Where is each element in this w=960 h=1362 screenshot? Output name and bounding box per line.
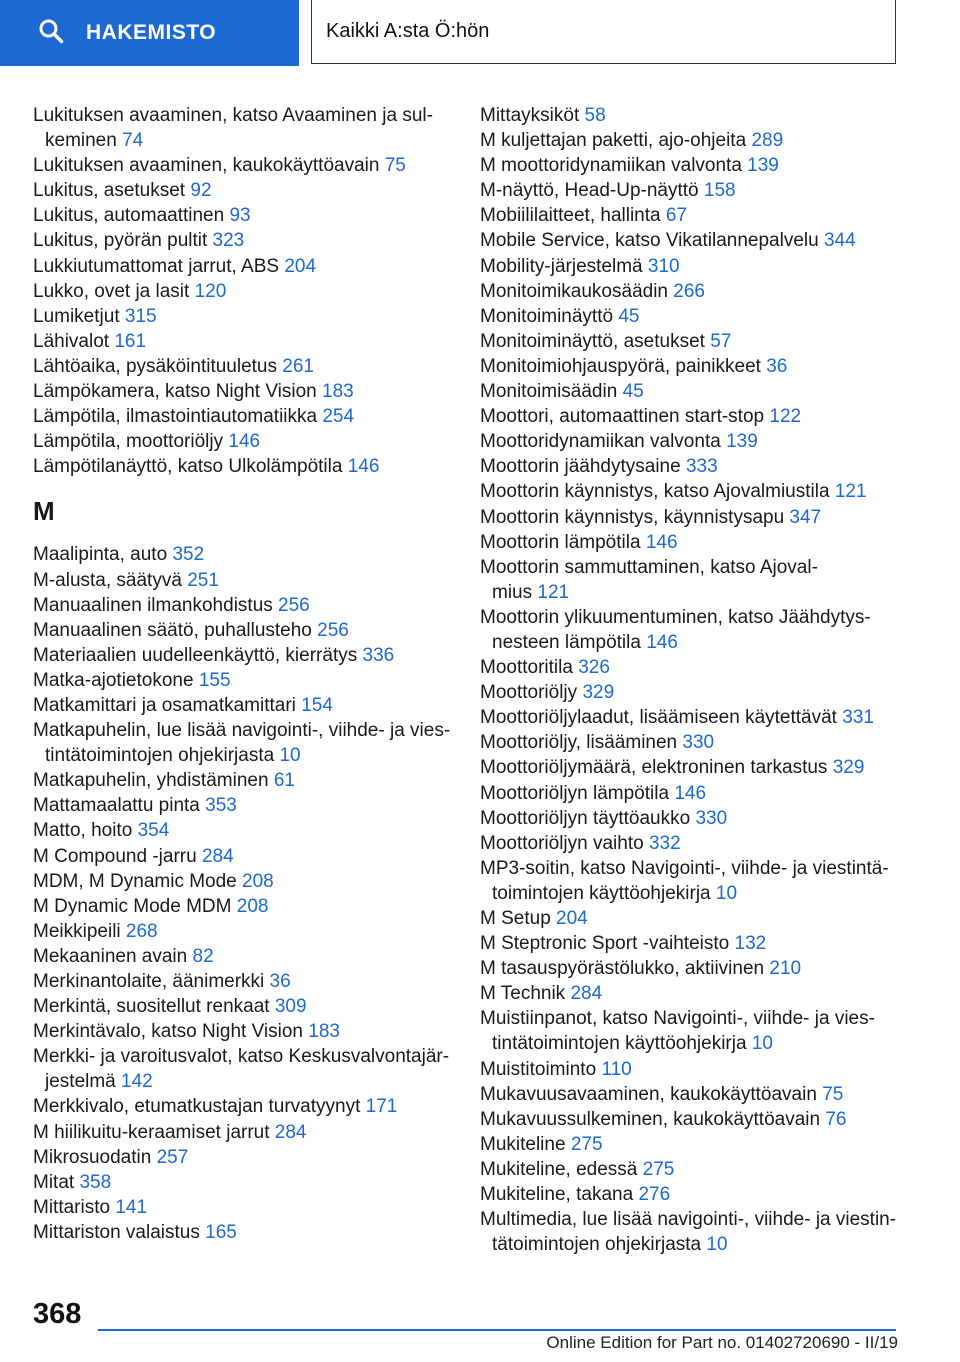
- index-entry: [480, 956, 900, 981]
- page-link[interactable]: 92: [190, 180, 212, 202]
- index-entry-text: Materiaalien uudelleenkäyttö, kierrätys: [33, 644, 358, 666]
- page-link[interactable]: 75: [822, 1083, 844, 1105]
- index-entry-text: Moottoriöljyn vaihto: [480, 832, 644, 854]
- index-entry: [480, 228, 900, 253]
- page-link[interactable]: 275: [642, 1158, 675, 1180]
- page-link[interactable]: 36: [766, 355, 788, 377]
- index-entry-text: M Technik: [480, 983, 566, 1005]
- index-entry: [480, 1057, 900, 1082]
- page-link[interactable]: 110: [601, 1058, 632, 1080]
- page-link[interactable]: 323: [212, 230, 245, 252]
- page-link[interactable]: 331: [842, 707, 874, 729]
- page-link[interactable]: 210: [769, 958, 802, 980]
- index-entry-text: Lukkiutumattomat jarrut, ABS: [33, 255, 280, 277]
- index-entry: [33, 844, 453, 869]
- index-entry: [33, 454, 453, 479]
- page-link[interactable]: 146: [645, 531, 678, 553]
- page-link[interactable]: 204: [556, 908, 588, 929]
- index-entry: [33, 869, 453, 894]
- page-link[interactable]: 36: [269, 971, 291, 992]
- index-entry-text: Multimedia, lue lisää navigointi-, viihde- ja viestin-: [480, 1209, 897, 1231]
- index-entry: [480, 178, 900, 203]
- index-entry-text: Lukituksen avaaminen, kaukokäyttöavain: [33, 155, 380, 177]
- index-entry-text: Merkkivalo, etumatkustajan turvatyynyt: [33, 1096, 361, 1118]
- index-entry: [33, 768, 453, 793]
- index-entry-text: Matka-ajotietokone: [33, 669, 194, 691]
- index-entry: [33, 894, 453, 919]
- index-entry: [33, 329, 453, 354]
- index-entry-text: Matkapuhelin, lue lisää navigointi-, viihde- ja vies-: [33, 720, 451, 742]
- page-link[interactable]: 61: [273, 770, 295, 792]
- page-link[interactable]: 165: [205, 1221, 237, 1243]
- page-link[interactable]: 268: [125, 920, 158, 942]
- index-entry: [480, 981, 900, 1006]
- index-entry-text: Lämpötila, ilmastointiautomatiikka: [33, 406, 318, 428]
- index-column-right: [480, 103, 900, 1257]
- page-number: 368: [33, 1298, 82, 1330]
- page-link[interactable]: 256: [317, 619, 349, 641]
- index-entry: [480, 254, 900, 279]
- index-entry-continuation: mius: [492, 581, 533, 603]
- index-entry-text: Moottorin käynnistys, katso Ajovalmiustila: [480, 481, 830, 503]
- index-entry: [480, 755, 900, 780]
- index-entry: [480, 279, 900, 304]
- page-link[interactable]: 154: [301, 694, 333, 716]
- page-link[interactable]: 10: [751, 1033, 773, 1055]
- page-link[interactable]: 208: [236, 895, 269, 917]
- page-link[interactable]: 344: [823, 230, 856, 252]
- index-entry-text: Mukavuusavaaminen, kaukokäyttöavain: [480, 1083, 817, 1105]
- index-entry: [480, 906, 900, 931]
- index-entry: [480, 705, 900, 730]
- page-link[interactable]: 309: [274, 996, 307, 1018]
- index-entry-text: Mattamaalattu pinta: [33, 795, 200, 817]
- index-entry-text: Meikkipeili: [33, 920, 121, 942]
- page-link[interactable]: 121: [834, 481, 867, 503]
- index-entry-text: Mittaristo: [33, 1196, 111, 1218]
- page-link[interactable]: 208: [242, 870, 274, 892]
- top-bar: [0, 0, 960, 66]
- index-entry-text: M Dynamic Mode MDM: [33, 895, 232, 917]
- index-entry: [480, 655, 900, 680]
- page-link[interactable]: 142: [121, 1071, 153, 1093]
- index-entry: [480, 1157, 900, 1182]
- index-entry: [33, 542, 453, 567]
- index-entry: [33, 693, 453, 718]
- page-link[interactable]: 67: [665, 205, 688, 227]
- index-entry: [480, 1006, 900, 1056]
- page-link[interactable]: 332: [648, 832, 681, 854]
- index-entry: [33, 429, 453, 454]
- index-entry: [33, 354, 453, 379]
- page-link[interactable]: 284: [570, 983, 603, 1005]
- index-column-left: [33, 103, 453, 1245]
- index-entry: [33, 944, 453, 969]
- index-entry: [480, 479, 900, 504]
- page-link[interactable]: 183: [322, 381, 354, 403]
- index-entry-text: Merkintävalo, katso Night Vision: [33, 1021, 303, 1043]
- page-link[interactable]: 161: [114, 330, 147, 352]
- index-entry-text: Merkintä, suositellut renkaat: [33, 996, 270, 1018]
- index-entry-text: Merkinantolaite, äänimerkki: [33, 971, 265, 992]
- page-link[interactable]: 257: [156, 1146, 189, 1168]
- index-entry: [480, 856, 900, 906]
- index-entry: [480, 1107, 900, 1132]
- index-entry: [33, 969, 453, 994]
- index-entry-continuation: nesteen lämpötila: [492, 631, 641, 653]
- index-entry-text: Mikrosuodatin: [33, 1146, 152, 1168]
- page-link[interactable]: 155: [198, 669, 231, 691]
- index-entry-text: M Compound -jarru: [33, 845, 197, 867]
- page-link[interactable]: 251: [187, 569, 219, 591]
- index-entry: [480, 1082, 900, 1107]
- index-entry-text: M Setup: [480, 908, 551, 929]
- index-entry-text: Lukko, ovet ja lasit: [33, 280, 190, 302]
- index-entry-text: Moottorin sammuttaminen, katso Ajoval-: [480, 556, 818, 578]
- index-entry: [480, 128, 900, 153]
- index-entry-text: Mobility-järjestelmä: [480, 255, 643, 277]
- page-link[interactable]: 139: [747, 155, 779, 177]
- index-entry-text: MP3-soitin, katso Navigointi-, viihde- ja viestintä-: [480, 857, 889, 879]
- index-entry: [33, 1094, 453, 1119]
- index-entry: [480, 680, 900, 705]
- index-entry-text: Monitoimikaukosäädin: [480, 280, 668, 302]
- index-entry: [33, 919, 453, 944]
- index-entry-text: Lämpötilanäyttö, katso Ulkolämpötila: [33, 456, 343, 478]
- index-entry: [33, 793, 453, 818]
- index-entry: [33, 818, 453, 843]
- index-entry-continuation: keminen: [45, 130, 117, 152]
- index-entry: [33, 1220, 453, 1245]
- index-entry-text: Moottorin käynnistys, käynnistysapu: [480, 506, 785, 528]
- index-entry: [33, 1120, 453, 1145]
- index-entry: [480, 203, 900, 228]
- index-entry: [33, 379, 453, 404]
- index-entry-text: Lumiketjut: [33, 305, 120, 327]
- index-entry: [480, 153, 900, 178]
- index-entry: [480, 1182, 900, 1207]
- index-entry-text: Matkapuhelin, yhdistäminen: [33, 770, 269, 792]
- index-entry-text: Lämpökamera, katso Night Vision: [33, 381, 317, 403]
- index-entry: [33, 279, 453, 304]
- index-entry-text: Mukiteline, takana: [480, 1184, 634, 1206]
- index-entry-text: Moottoriöljy, lisääminen: [480, 732, 678, 754]
- index-entry-text: Matto, hoito: [33, 820, 133, 842]
- index-entry-continuation: jestelmä: [45, 1071, 116, 1093]
- index-entry: [480, 304, 900, 329]
- index-entry-text: Monitoiminäyttö, asetukset: [480, 330, 705, 352]
- search-button-label: HAKEMISTO: [86, 21, 217, 44]
- index-entry-text: Monitoimisäädin: [480, 381, 618, 403]
- index-entry: [33, 568, 453, 593]
- page-link[interactable]: 10: [706, 1234, 728, 1256]
- page-link[interactable]: 10: [715, 882, 738, 904]
- page-link[interactable]: 146: [646, 631, 678, 653]
- page-link[interactable]: 183: [308, 1021, 340, 1043]
- index-entry: [33, 1145, 453, 1170]
- index-entry: [33, 1195, 453, 1220]
- index-entry-text: Monitoimiohjauspyörä, painikkeet: [480, 355, 761, 377]
- index-entry: [33, 404, 453, 429]
- index-entry: [480, 1132, 900, 1157]
- index-entry-text: Mukiteline: [480, 1133, 566, 1155]
- page-link[interactable]: 82: [192, 945, 214, 967]
- index-entry-text: Lukitus, pyörän pultit: [33, 230, 208, 252]
- index-entry-text: Moottorin ylikuumentuminen, katso Jäähdytys-: [480, 606, 871, 628]
- index-entry-text: Mukavuussulkeminen, kaukokäyttöavain: [480, 1108, 821, 1130]
- page-link[interactable]: 336: [362, 644, 395, 666]
- page-link[interactable]: 310: [647, 255, 680, 277]
- index-entry: [33, 1170, 453, 1195]
- index-entry: [33, 228, 453, 253]
- page-link[interactable]: 276: [638, 1184, 671, 1206]
- index-entry-text: Manuaalinen ilmankohdistus: [33, 594, 273, 616]
- index-entry: [33, 668, 453, 693]
- index-entry-text: Mobile Service, katso Vikatilannepalvelu: [480, 230, 819, 252]
- page-link[interactable]: 358: [79, 1171, 112, 1193]
- index-entry-text: Moottorin jäähdytysaine: [480, 456, 681, 478]
- index-entry: [480, 831, 900, 856]
- page-link[interactable]: 146: [347, 456, 380, 478]
- index-entry-text: M moottoridynamiikan valvonta: [480, 155, 742, 177]
- edition-footer: Online Edition for Part no. 01402720690 - II/19: [546, 1333, 898, 1352]
- index-entry: [480, 329, 900, 354]
- index-entry: [480, 103, 900, 128]
- page-link[interactable]: 10: [279, 745, 301, 767]
- index-entry: [33, 618, 453, 643]
- index-entry-text: Monitoiminäyttö: [480, 305, 614, 327]
- page-link[interactable]: 347: [789, 506, 822, 528]
- page-link[interactable]: 146: [674, 782, 707, 804]
- index-entry-text: Lähtöaika, pysäköintituuletus: [33, 355, 277, 377]
- page-link[interactable]: 352: [172, 544, 205, 566]
- index-entry: [480, 454, 900, 479]
- index-entry-text: Moottoriöljy: [480, 682, 578, 704]
- index-entry: [480, 806, 900, 831]
- page-link[interactable]: 45: [622, 381, 644, 403]
- index-entry: [480, 931, 900, 956]
- page-link[interactable]: 333: [685, 456, 718, 478]
- page-link[interactable]: 74: [122, 130, 144, 152]
- index-entry-text: Moottori, automaattinen start-stop: [480, 406, 765, 428]
- page-link[interactable]: 45: [618, 305, 640, 327]
- index-entry: [33, 593, 453, 618]
- index-entry: [33, 1044, 453, 1094]
- page-link[interactable]: 330: [695, 807, 728, 829]
- search-icon: [38, 18, 64, 49]
- index-entry: [33, 718, 453, 768]
- page-link[interactable]: 284: [274, 1121, 307, 1143]
- page-link[interactable]: 122: [769, 406, 802, 428]
- section-letter: M: [33, 496, 55, 527]
- page-link[interactable]: 315: [124, 305, 157, 327]
- index-entry-text: Lukitus, automaattinen: [33, 205, 225, 227]
- index-entry-text: Lukitus, asetukset: [33, 180, 186, 202]
- index-entry: [480, 605, 900, 655]
- index-entry: [33, 994, 453, 1019]
- page-link[interactable]: 141: [115, 1196, 148, 1218]
- index-entry-text: MDM, M Dynamic Mode: [33, 870, 237, 892]
- footer-divider: [98, 1329, 896, 1331]
- index-entry-continuation: tintätoimintojen ohjekirjasta: [45, 745, 275, 767]
- index-entry-text: Mobiililaitteet, hallinta: [480, 205, 661, 227]
- index-entry-text: Muistiinpanot, katso Navigointi-, viihde- ja vies-: [480, 1008, 875, 1030]
- page-link[interactable]: 329: [832, 757, 865, 779]
- section-title-tab[interactable]: Kaikki A:sta Ö:hön: [311, 0, 896, 64]
- page-link[interactable]: 146: [228, 431, 261, 453]
- page-link[interactable]: 256: [278, 594, 310, 616]
- index-entry-text: Moottoridynamiikan valvonta: [480, 431, 721, 453]
- page-link[interactable]: 121: [537, 581, 570, 603]
- index-entry: [480, 429, 900, 454]
- index-entry-text: Moottoritila: [480, 657, 573, 679]
- page-link[interactable]: 284: [201, 845, 234, 867]
- index-entry-continuation: toimintojen käyttöohjekirja: [492, 882, 711, 904]
- index-entry-text: Moottoriöljyn lämpötila: [480, 782, 670, 804]
- index-entry-text: Moottoriöljyn täyttöaukko: [480, 807, 691, 829]
- index-entry: [480, 1207, 900, 1257]
- index-entry-text: Lähivalot: [33, 330, 110, 352]
- index-entry: [33, 254, 453, 279]
- page-link[interactable]: 254: [322, 406, 355, 428]
- index-entry: [33, 643, 453, 668]
- page-link[interactable]: 171: [365, 1096, 398, 1118]
- index-entry-text: M kuljettajan paketti, ajo-ohjeita: [480, 130, 747, 152]
- index-entry-text: Manuaalinen säätö, puhallusteho: [33, 619, 312, 641]
- index-entry-text: M tasauspyörästölukko, aktiivinen: [480, 958, 765, 980]
- index-entry: [480, 354, 900, 379]
- index-entry: [33, 178, 453, 203]
- index-entry-text: Maalipinta, auto: [33, 544, 168, 566]
- index-entry-text: M hiilikuitu-keraamiset jarrut: [33, 1121, 270, 1143]
- page-link[interactable]: 261: [282, 355, 314, 377]
- index-entry: [33, 1019, 453, 1044]
- index-entry-text: Lukituksen avaaminen, katso Avaaminen ja sul-: [33, 105, 433, 126]
- page-link[interactable]: 58: [584, 105, 606, 126]
- page-link[interactable]: 158: [703, 180, 736, 202]
- index-entry: [33, 153, 453, 178]
- index-entry-text: M-näyttö, Head-Up-näyttö: [480, 180, 699, 202]
- page-link[interactable]: 354: [137, 820, 170, 842]
- index-entry-text: Moottoriöljylaadut, lisäämiseen käytettävät: [480, 707, 837, 729]
- index-entry: [33, 103, 453, 153]
- page-link[interactable]: 266: [673, 280, 705, 302]
- page-link[interactable]: 330: [682, 732, 715, 754]
- index-entry-text: Moottoriöljymäärä, elektroninen tarkastus: [480, 757, 828, 779]
- index-entry-continuation: tintätoimintojen käyttöohjekirja: [492, 1033, 747, 1055]
- page-link[interactable]: 353: [205, 795, 237, 817]
- index-entry-text: M Steptronic Sport -vaihteisto: [480, 933, 730, 955]
- index-entry: [480, 730, 900, 755]
- index-entry: [480, 781, 900, 806]
- index-entry-continuation: tätoimintojen ohjekirjasta: [492, 1234, 702, 1256]
- page-link[interactable]: 76: [825, 1108, 847, 1130]
- index-entry: [480, 505, 900, 530]
- index-entry-text: Mittayksiköt: [480, 105, 580, 126]
- page-link[interactable]: 93: [229, 205, 251, 227]
- page-link[interactable]: 289: [751, 130, 784, 152]
- page-link[interactable]: 204: [284, 255, 317, 277]
- index-entry-text: Lämpötila, moottoriöljy: [33, 431, 224, 453]
- index-search-button[interactable]: [0, 0, 299, 66]
- index-entry-text: Moottorin lämpötila: [480, 531, 641, 553]
- index-entry-text: Mekaaninen avain: [33, 945, 188, 967]
- index-entry: [480, 379, 900, 404]
- page-link[interactable]: 139: [726, 431, 758, 453]
- index-entry: [480, 555, 900, 605]
- index-entry-text: Mitat: [33, 1171, 75, 1193]
- index-entry-text: M-alusta, säätyvä: [33, 569, 182, 591]
- index-entry-text: Merkki- ja varoitusvalot, katso Keskusvalvontajär-: [33, 1046, 450, 1068]
- page-link[interactable]: 75: [384, 155, 406, 177]
- index-entry-text: Muistitoiminto: [480, 1058, 597, 1080]
- index-entry: [33, 304, 453, 329]
- index-entry-text: Mittariston valaistus: [33, 1221, 200, 1243]
- page-link[interactable]: 275: [570, 1133, 603, 1155]
- index-entry-text: Mukiteline, edessä: [480, 1158, 638, 1180]
- page-link[interactable]: 329: [582, 682, 615, 704]
- index-entry-text: Matkamittari ja osamatkamittari: [33, 694, 296, 716]
- index-entry: [480, 404, 900, 429]
- page-link[interactable]: 132: [734, 933, 767, 955]
- page-link[interactable]: 120: [194, 280, 227, 302]
- index-entry: [480, 530, 900, 555]
- page-link[interactable]: 57: [710, 330, 732, 352]
- index-entry: [33, 203, 453, 228]
- page-link[interactable]: 326: [578, 657, 610, 679]
